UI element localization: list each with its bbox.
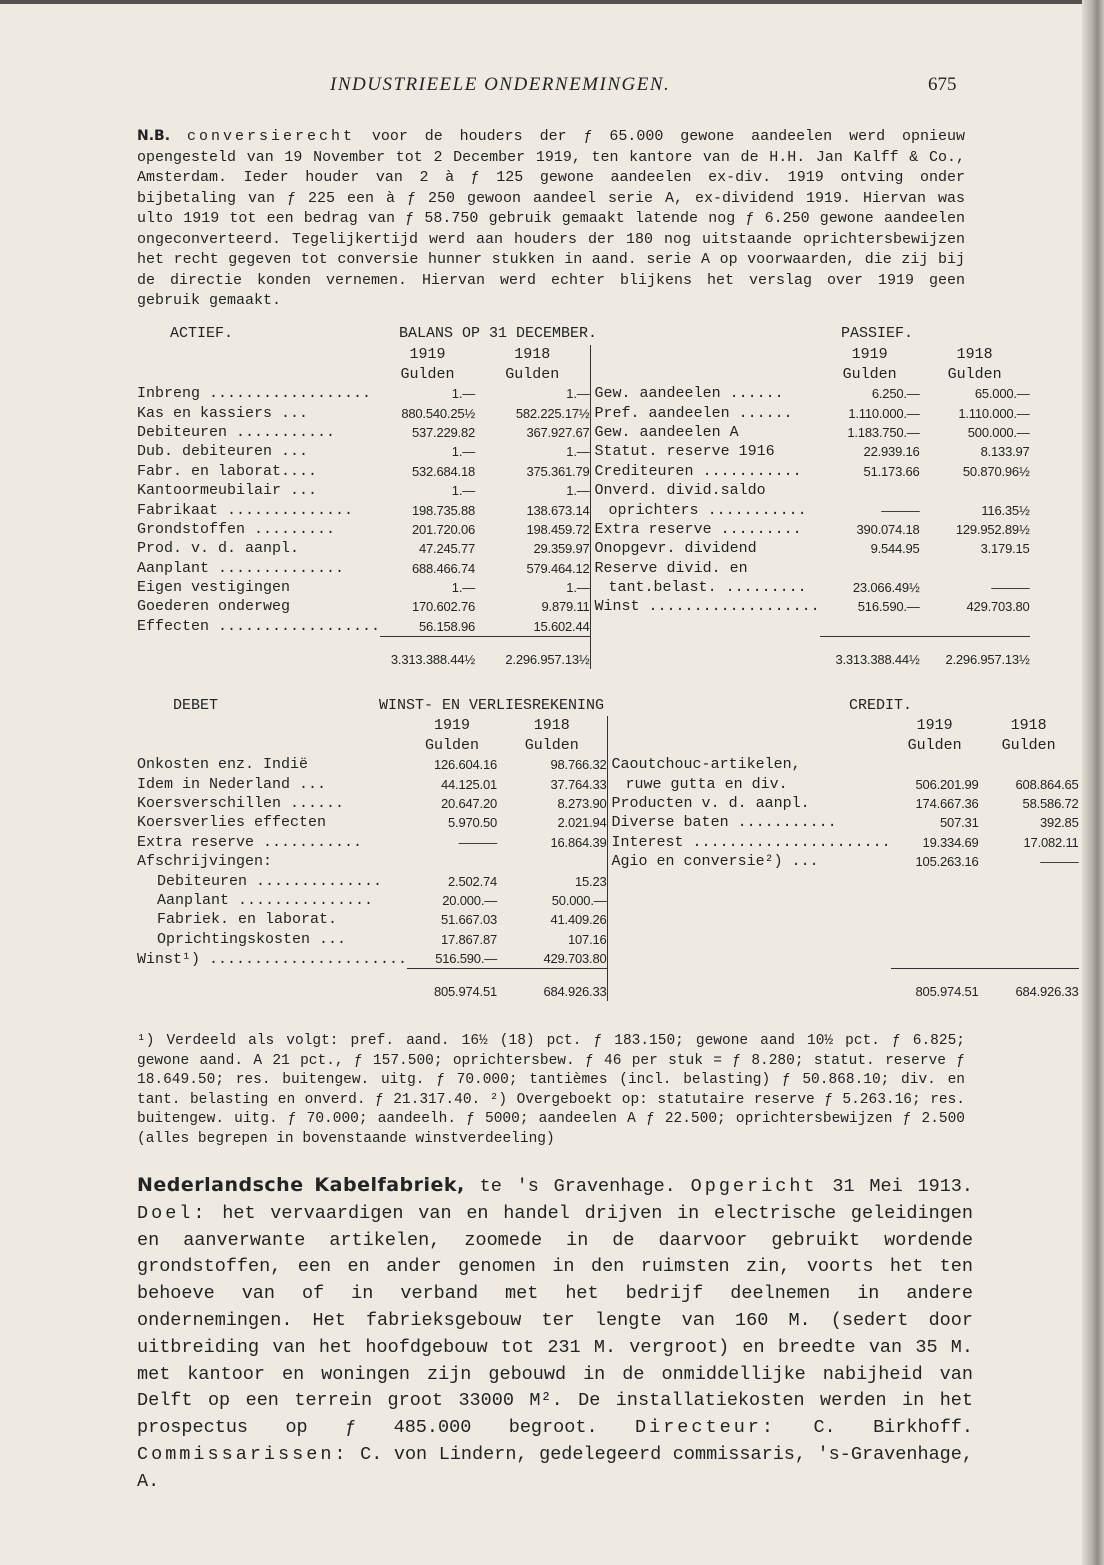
debet-1919: 51.667.03 xyxy=(441,912,498,928)
passief-1919: 6.250.— xyxy=(871,386,920,402)
credit-1918 xyxy=(979,891,1079,910)
debet-label: Onkosten enz. Indië xyxy=(137,756,309,774)
doel-label: Doel: xyxy=(137,1202,208,1224)
passief-label: Crediteuren ........... xyxy=(590,461,820,480)
passief-1918 xyxy=(920,481,1030,500)
actief-1918: 1.— xyxy=(566,483,590,499)
passief-1918: 3.179.15 xyxy=(980,541,1030,557)
actief-1919: 880.540.25½ xyxy=(401,405,476,421)
actief-1919: 170.602.76 xyxy=(411,599,476,615)
wv-row xyxy=(137,891,1079,910)
balans-year-row xyxy=(137,345,1030,364)
wv-row xyxy=(137,910,1079,929)
debet-1919: 20.647.20 xyxy=(441,795,498,811)
debet-label: Fabriek. en laborat. xyxy=(157,911,338,929)
credit-1918 xyxy=(979,949,1079,969)
running-header xyxy=(0,74,1104,102)
actief-1919: 47.245.77 xyxy=(419,541,476,557)
running-title: INDUSTRIEELE ONDERNEMINGEN. xyxy=(330,74,671,95)
wv-row xyxy=(137,813,1079,832)
passief-1919: 390.074.18 xyxy=(856,521,920,537)
debet-1918: 16.864.39 xyxy=(550,834,607,850)
passief-label: tant.belast. ......... xyxy=(590,578,820,597)
passief-1918: 116.35½ xyxy=(981,502,1030,518)
balans-total-passief-1919: 3.313.388.44½ xyxy=(820,636,920,669)
wv-total-credit-1919: 805.974.51 xyxy=(891,969,979,1002)
balans-row xyxy=(137,423,1030,442)
credit-label: Caoutchouc-artikelen, xyxy=(607,755,891,774)
credit-label: Interest ...................... xyxy=(607,832,891,851)
balans-year-1919-left: 1919 xyxy=(409,346,446,364)
doel-text: het vervaardigen van en handel drijven in electrische geleidingen en aanverwante artikelen, zoomede in de daarvoor gebruikt wordende grondstoffen, een en ander genomen in den ruimsten zin, voorts het ten behoeve van of in verband met het bedrijf deelnemen in andere ondernemingen. Het fabrieksgebouw ter lengte van 160 M. (sedert door uitbreiding van het hoofdgebouw tot 231 M. vergroot) en breedte van 35 M. met kantoor en woningen zijn gebouwd in de onmiddellijke nabijheid van Delft op een terrein groot 33000 M². De installatiekosten werden in het prospectus op ƒ 485.000 begroot. xyxy=(137,1202,973,1439)
wv-row xyxy=(137,832,1079,851)
debet-1918: 2.021.94 xyxy=(557,815,607,831)
balans-row xyxy=(137,539,1030,558)
debet-1919: 126.604.16 xyxy=(433,757,498,773)
debet-1918: 98.766.32 xyxy=(550,757,607,773)
actief-1919: 1.— xyxy=(451,444,476,460)
actief-label: Fabrikaat .............. xyxy=(137,501,354,519)
actief-1918: 9.879.11 xyxy=(541,599,590,615)
actief-1919: 537.229.82 xyxy=(411,424,476,440)
passief-1918: ——— xyxy=(991,580,1030,596)
passief-1919: 22.939.16 xyxy=(863,444,920,460)
passief-1918 xyxy=(920,558,1030,577)
debet-1918: 429.703.80 xyxy=(543,951,607,967)
nb-label: N.B. xyxy=(137,128,171,144)
credit-1918 xyxy=(979,871,1079,890)
balans-row xyxy=(137,558,1030,577)
debet-1919: 20.000.— xyxy=(442,892,498,908)
wv-row xyxy=(137,794,1079,813)
wv-title: WINST- EN VERLIESREKENING xyxy=(379,697,605,714)
actief-label: Aanplant .............. xyxy=(137,559,345,577)
debet-1918: 37.764.33 xyxy=(550,776,607,792)
actief-1918: 29.359.97 xyxy=(533,541,590,557)
passief-1918: 500.000.— xyxy=(967,424,1030,440)
balans-row xyxy=(137,616,1030,636)
credit-label xyxy=(607,949,891,969)
balans-unit: Gulden xyxy=(947,365,1002,383)
debet-label: Oprichtingskosten ... xyxy=(157,930,347,948)
wv-row xyxy=(137,949,1079,969)
passief-label: Statut. reserve 1916 xyxy=(590,442,820,461)
debet-1918 xyxy=(497,852,607,871)
credit-1918: 608.864.65 xyxy=(1015,776,1079,792)
page-number: 675 xyxy=(928,74,957,95)
actief-label: Dub. debiteuren ... xyxy=(137,443,309,461)
credit-label xyxy=(607,910,891,929)
passief-1919 xyxy=(820,481,920,500)
passief-1919: 51.173.66 xyxy=(863,463,920,479)
commissarissen-label: Commissarissen: xyxy=(137,1443,349,1465)
scan-top-edge xyxy=(0,0,1104,4)
passief-label: Gew. aandeelen ...... xyxy=(590,384,820,403)
balans-row xyxy=(137,461,1030,480)
balans-row xyxy=(137,481,1030,500)
balans-row xyxy=(137,442,1030,461)
passief-1918: 129.952.89½ xyxy=(955,521,1030,537)
actief-1918: 1.— xyxy=(566,444,590,460)
actief-1918: 198.459.72 xyxy=(526,521,590,537)
credit-label: Producten v. d. aanpl. xyxy=(607,794,891,813)
passief-1919 xyxy=(820,558,920,577)
wv-unit: Gulden xyxy=(524,736,579,754)
credit-1919: 507.31 xyxy=(940,815,979,831)
credit-1918: 58.586.72 xyxy=(1022,795,1079,811)
balans-table xyxy=(137,345,1030,669)
company-name: Nederlandsche Kabelfabriek, xyxy=(137,1174,465,1196)
balans-heading-row xyxy=(137,325,965,347)
actief-label: Effecten .................. xyxy=(137,618,381,636)
debet-label: Aanplant ............... xyxy=(157,891,374,909)
passief-1919: 516.590.— xyxy=(857,599,920,615)
debet-label: Afschrijvingen: xyxy=(137,853,273,871)
balans-row xyxy=(137,597,1030,616)
credit-1919 xyxy=(891,949,979,969)
opgericht-label: Opgericht xyxy=(690,1176,818,1197)
passief-1918: 50.870.96½ xyxy=(962,463,1030,479)
wv-year-1919-right: 1919 xyxy=(916,717,953,735)
credit-1918 xyxy=(979,910,1079,929)
balans-row xyxy=(137,520,1030,539)
wv-row xyxy=(137,755,1079,774)
actief-label: Goederen onderweg xyxy=(137,598,291,616)
credit-1918: 17.082.11 xyxy=(1023,834,1079,850)
debet-1919: 5.970.50 xyxy=(448,815,498,831)
credit-1919 xyxy=(891,871,979,890)
credit-label xyxy=(607,891,891,910)
actief-1919: 201.720.06 xyxy=(411,521,476,537)
nb-text: voor de houders der ƒ 65.000 gewone aandeelen werd opnieuw opengesteld van 19 November tot 2 December 1919, ten kantore van de H.H. Jan Kalff & Co., Amsterdam. Ieder houder van 2 à ƒ 125 gewone aandeelen ex-div. 1919 ontving onder bijbetaling van ƒ 225 een à ƒ 250 gewoon aandeel serie A, ex-dividend 1919. Hiervan was ulto 1919 tot een bedrag van ƒ 58.750 gebruik gemaakt latende nog ƒ 6.250 gewone aandeelen ongeconverteerd. Tegelijkertijd werd aan houders der 180 nog uitstaande oprichtersbewijzen het recht gegeven tot conversie hunner stukken in aand. serie A op voorwaarden, die zij bij de directie konden vernemen. Hiervan werd echter blijkens het verslag over 1919 geen gebruik gemaakt. xyxy=(137,128,965,309)
debet-1919: 44.125.01 xyxy=(441,776,498,792)
passief-label: Onopgevr. dividend xyxy=(590,539,820,558)
actief-1918: 15.602.44 xyxy=(533,618,590,634)
wv-total-debet-1918: 684.926.33 xyxy=(497,969,607,1002)
balans-unit: Gulden xyxy=(842,365,897,383)
wv-year-1919-left: 1919 xyxy=(434,717,471,735)
balans-unit: Gulden xyxy=(400,365,455,383)
balans-year-1918-right: 1918 xyxy=(956,346,993,364)
debet-1919: 516.590.— xyxy=(435,951,498,967)
passief-label xyxy=(590,616,820,636)
balans-year-1918-left: 1918 xyxy=(514,346,551,364)
debet-label: Idem in Nederland ... xyxy=(137,775,327,793)
passief-label: Reserve divid. en xyxy=(590,558,820,577)
balans-row xyxy=(137,500,1030,519)
balans-total-row xyxy=(137,636,1030,669)
company-location: te 's Gravenhage. xyxy=(479,1176,676,1197)
footnote: ¹) Verdeeld als volgt: pref. aand. 16½ (18) pct. ƒ 183.150; gewone aand 10½ pct. ƒ 6.825; gewone aand. A 21 pct., ƒ 157.500; oprichtersbew. ƒ 46 per stuk = ƒ 8.280; statut. reserve ƒ 18.649.50; res. buitengew. uitg. ƒ 70.000; tantièmes (incl. belasting) ƒ 50.868.10; div. en tant. belasting en onverd. ƒ 21.317.40. ²) Overgeboekt op: statutaire reserve ƒ 5.263.16; res. buitengew. uitg. ƒ 70.000; aandeelh. ƒ 5000; aandeelen A ƒ 22.500; oprichtersbewijzen ƒ 2.500 (alles begrepen in bovenstaande winstverdeeling) xyxy=(137,1033,965,1147)
credit-1918 xyxy=(979,929,1079,948)
passief-1918: 65.000.— xyxy=(974,386,1030,402)
debet-label: Koersverschillen ...... xyxy=(137,794,345,812)
actief-1918: 1.— xyxy=(566,386,590,402)
credit-1919: 105.263.16 xyxy=(915,854,979,870)
actief-1919: 198.735.88 xyxy=(411,502,476,518)
credit-1918: 392.85 xyxy=(1040,815,1079,831)
balans-left-heading: ACTIEF. xyxy=(170,325,234,342)
passief-1918: 429.703.80 xyxy=(966,599,1030,615)
actief-1919: 688.466.74 xyxy=(411,560,476,576)
actief-1919: 1.— xyxy=(451,483,476,499)
debet-1919 xyxy=(407,852,497,871)
company-entry xyxy=(137,1172,973,1496)
passief-label: Onverd. divid.saldo xyxy=(590,481,820,500)
wv-row xyxy=(137,774,1079,793)
credit-1919: 174.667.36 xyxy=(915,795,979,811)
opgericht-value: 31 Mei 1913. xyxy=(832,1176,974,1197)
passief-1919 xyxy=(820,616,920,636)
debet-1918: 50.000.— xyxy=(551,892,607,908)
credit-1919 xyxy=(891,891,979,910)
actief-1919: 1.— xyxy=(451,580,476,596)
wv-unit-row xyxy=(137,735,1079,754)
actief-label: Prod. v. d. aanpl. xyxy=(137,540,300,558)
balans-title: BALANS OP 31 DECEMBER. xyxy=(399,325,598,342)
balans-total-actief-1919: 3.313.388.44½ xyxy=(380,636,475,669)
actief-label: Eigen vestigingen xyxy=(137,579,291,597)
passief-1919: 9.544.95 xyxy=(870,541,920,557)
debet-1919: ——— xyxy=(458,834,498,850)
actief-1918: 582.225.17½ xyxy=(515,405,590,421)
commissarissen-value: C. von Lindern, gedelegeerd commissaris, 's-Gravenhage, A. xyxy=(137,1443,973,1492)
wv-unit: Gulden xyxy=(425,736,480,754)
actief-label: Kas en kassiers ... xyxy=(137,404,309,422)
wv-year-row xyxy=(137,716,1079,735)
wv-unit: Gulden xyxy=(1001,736,1056,754)
passief-1918: 8.133.97 xyxy=(980,444,1030,460)
wv-total-credit-1918: 684.926.33 xyxy=(979,969,1079,1002)
balans-row xyxy=(137,578,1030,597)
credit-label: Agio en conversie²) ... xyxy=(607,852,891,871)
balans-unit: Gulden xyxy=(505,365,560,383)
debet-1918: 15.23 xyxy=(575,873,607,889)
debet-label: Winst¹) ...................... xyxy=(137,950,408,968)
debet-1919: 2.502.74 xyxy=(448,873,498,889)
credit-1918: ——— xyxy=(1040,854,1079,870)
debet-label: Extra reserve ........... xyxy=(137,833,363,851)
balans-total-passief-1918: 2.296.957.13½ xyxy=(920,636,1030,669)
debet-1918: 107.16 xyxy=(567,931,607,947)
debet-1918: 41.409.26 xyxy=(550,912,607,928)
actief-1919: 1.— xyxy=(451,386,476,402)
actief-label: Grondstoffen ......... xyxy=(137,520,336,538)
wv-total-row xyxy=(137,969,1079,1002)
actief-1918: 367.927.67 xyxy=(526,424,590,440)
actief-label: Inbreng .................. xyxy=(137,385,372,403)
nb-spaced-term: conversierecht xyxy=(186,128,355,145)
credit-label xyxy=(607,929,891,948)
nb-paragraph xyxy=(137,126,965,312)
balans-right-heading: PASSIEF. xyxy=(841,325,914,342)
actief-label: Debiteuren ........... xyxy=(137,423,336,441)
wv-table xyxy=(137,716,1079,1001)
wv-row xyxy=(137,929,1079,948)
wv-year-1918-right: 1918 xyxy=(1010,717,1047,735)
actief-1918: 375.361.79 xyxy=(526,463,590,479)
debet-1918: 8.273.90 xyxy=(557,795,607,811)
wv-row xyxy=(137,852,1079,871)
debet-label: Debiteuren .............. xyxy=(157,872,383,890)
passief-1919: 23.066.49½ xyxy=(852,580,920,596)
passief-1919: ——— xyxy=(881,502,920,518)
wv-row xyxy=(137,871,1079,890)
passief-label: oprichters ........... xyxy=(590,500,820,519)
debet-label: Koersverlies effecten xyxy=(137,814,327,832)
directeur-label: Directeur: xyxy=(634,1417,777,1439)
credit-1919: 19.334.69 xyxy=(922,834,979,850)
passief-label: Extra reserve ......... xyxy=(590,520,820,539)
balans-row xyxy=(137,384,1030,403)
credit-label: Diverse baten ........... xyxy=(607,813,891,832)
passief-1919: 1.110.000.— xyxy=(848,405,920,421)
actief-label: Fabr. en laborat.... xyxy=(137,462,318,480)
wv-right-heading: CREDIT. xyxy=(849,697,913,714)
directeur-value: C. Birkhoff. xyxy=(813,1417,973,1439)
passief-1919: 1.183.750.— xyxy=(847,424,920,440)
credit-1919 xyxy=(891,929,979,948)
passief-label: Winst ................... xyxy=(590,597,820,616)
debet-1919: 17.867.87 xyxy=(441,931,498,947)
credit-label: ruwe gutta en div. xyxy=(607,774,891,793)
balans-year-1919-right: 1919 xyxy=(851,346,888,364)
actief-1918: 579.464.12 xyxy=(526,560,590,576)
book-spine-edge xyxy=(1082,0,1104,1565)
actief-1918: 1.— xyxy=(566,580,590,596)
actief-1918: 138.673.14 xyxy=(526,502,590,518)
wv-left-heading: DEBET xyxy=(173,697,219,714)
passief-1918: 1.110.000.— xyxy=(958,405,1030,421)
actief-1919: 56.158.96 xyxy=(419,618,476,634)
actief-label: Kantoormeubilair ... xyxy=(137,482,318,500)
wv-year-1918-left: 1918 xyxy=(533,717,570,735)
credit-1918 xyxy=(979,755,1079,774)
wv-unit: Gulden xyxy=(907,736,962,754)
passief-label: Gew. aandeelen A xyxy=(590,423,820,442)
credit-label xyxy=(607,871,891,890)
balans-total-actief-1918: 2.296.957.13½ xyxy=(475,636,590,669)
credit-1919 xyxy=(891,910,979,929)
balans-unit-row xyxy=(137,364,1030,383)
credit-1919 xyxy=(891,755,979,774)
wv-total-debet-1919: 805.974.51 xyxy=(407,969,497,1002)
balans-row xyxy=(137,403,1030,422)
credit-1919: 506.201.99 xyxy=(915,776,979,792)
actief-1919: 532.684.18 xyxy=(411,463,476,479)
passief-1918 xyxy=(920,616,1030,636)
passief-label: Pref. aandeelen ...... xyxy=(590,403,820,422)
